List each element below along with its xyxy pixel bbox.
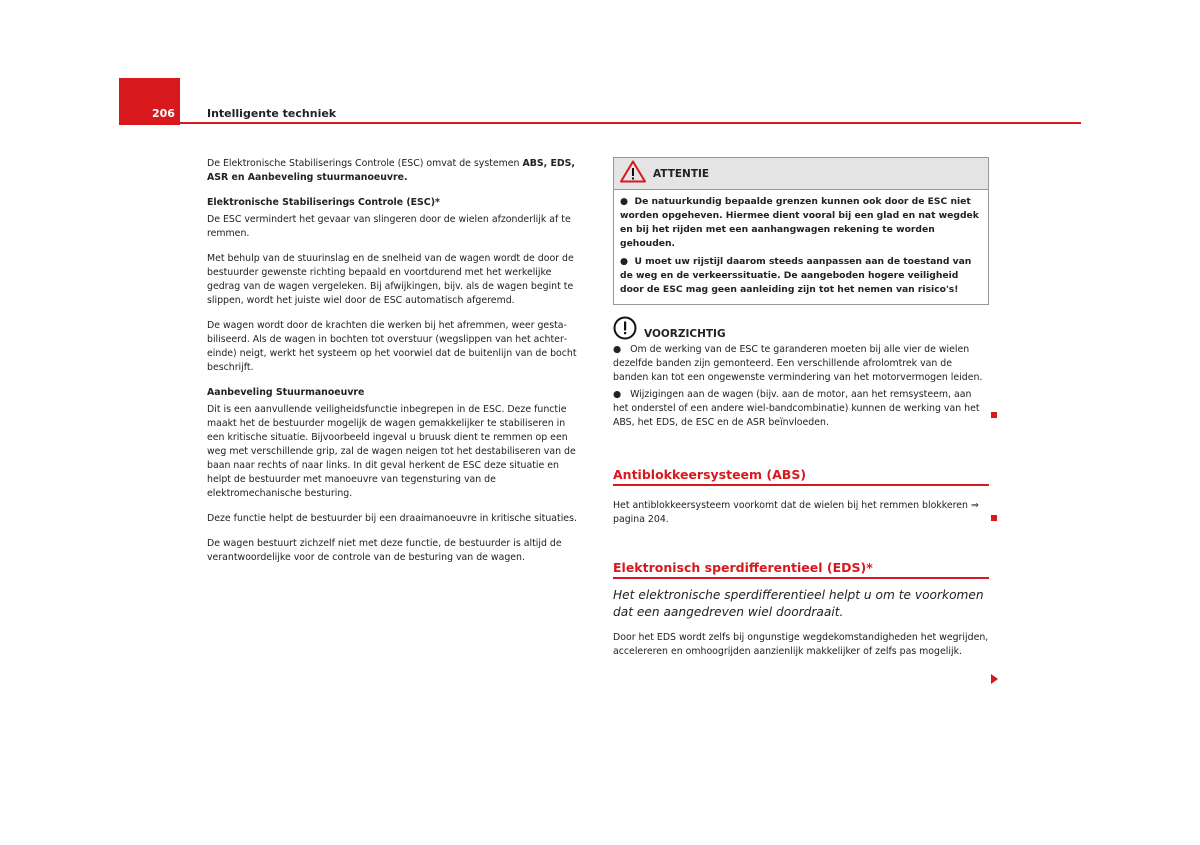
esc-heading: Elektronische Stabiliserings Controle (ESC)* (207, 197, 440, 208)
esc-paragraph-2: Met behulp van de stuurinslag en de snelheid van de wagen wordt de door de bestuurder gewenste richting bepaald en voortdurend met het werkelijke gedrag van de wagen vergeleken. Bij afwijkingen, bijv. als de wagen begint te slippen, wordt het juiste wiel door de ESC automatisch afgeremd. (207, 253, 574, 306)
attentie-header (614, 158, 988, 190)
eds-heading: Elektronisch sperdifferentieel (EDS)* (613, 561, 989, 579)
attentie-title: ATTENTIE (653, 167, 710, 180)
voorzichtig-item (613, 343, 989, 385)
exclamation-circle-icon (613, 316, 637, 345)
attentie-box (613, 157, 989, 305)
esc-paragraph-1: De ESC vermindert het gevaar van slingeren door de wielen afzonderlijk af te remmen. (207, 214, 571, 239)
attentie-body (614, 190, 988, 304)
page-number: 206 (119, 78, 180, 125)
voorzichtig-body (613, 343, 989, 430)
header-rule (180, 122, 1081, 124)
abs-heading: Antiblokkeersysteem (ABS) (613, 468, 989, 486)
steering-paragraph-3: De wagen bestuurt zichzelf niet met deze functie, de bestuurder is altijd de verantwoordelijke voor de controle van de besturing van de wagen. (207, 538, 562, 563)
intro-paragraph (207, 157, 582, 185)
attentie-item-text: De natuurkundig bepaalde grenzen kunnen ook door de ESC niet worden opgeheven. Hiermee dient vooral bij een glad en nat wegdek en bij het rijden met een aanhangwagen rekening te worden gehouden. (620, 196, 979, 249)
attentie-item (620, 195, 982, 251)
voorzichtig-item-text: Om de werking van de ESC te garanderen moeten bij alle vier de wielen dezelfde banden zijn gemonteerd. Een verschillende afrolomtrek van de banden kan tot een ongewenste vermindering van het motorvermogen leiden. (613, 344, 983, 383)
bullet-icon: ● (620, 256, 629, 267)
eds-intro: Het elektronische sperdifferentieel helpt u om te voorkomen dat een aangedreven wiel doordraait. (613, 588, 984, 619)
voorzichtig-item (613, 388, 989, 430)
attentie-item (620, 255, 982, 297)
voorzichtig-item-text: Wijzigingen aan de wagen (bijv. aan de motor, aan het remsysteem, aan het onderstel of een andere wiel-bandcombinatie) kunnen de werking van het ABS, het EDS, de ESC en de ASR beïnvloeden. (613, 389, 980, 428)
steering-heading: Aanbeveling Stuurmanoeuvre (207, 387, 365, 398)
intro-text: De Elektronische Stabiliserings Controle (ESC) omvat de systemen (207, 158, 523, 169)
chapter-title: Intelligente techniek (207, 107, 337, 120)
attentie-item-text: U moet uw rijstijl daarom steeds aanpassen aan de toestand van de weg en de verkeerssituatie. De aangeboden hogere veiligheid door de ESC mag geen aanleiding zijn tot het nemen van risico's! (620, 256, 972, 295)
steering-paragraph-2: Deze functie helpt de bestuurder bij een draaimanoeuvre in kritische situaties. (207, 513, 577, 524)
section-end-mark (991, 515, 997, 521)
continue-arrow-icon (991, 674, 998, 684)
bullet-icon: ● (620, 196, 629, 207)
bullet-icon: ● (613, 344, 622, 355)
bullet-icon: ● (613, 389, 622, 400)
voorzichtig-title: VOORZICHTIG (644, 328, 726, 340)
right-column (613, 157, 989, 659)
warning-triangle-icon (620, 160, 646, 188)
intro-systems: ABS, EDS, ASR en Aanbeveling stuurmanoeuvre. (207, 158, 575, 183)
esc-paragraph-3: De wagen wordt door de krachten die werken bij het afremmen, weer gestabiliseerd. Als de wagen in bochten tot overstuur (wegslippen van het achtereinde) neigt, werkt het systeem op het voorwiel dat de buitenlijn van de bocht beschrijft. (207, 320, 577, 373)
left-column (207, 157, 582, 576)
abs-paragraph: Het antiblokkeersysteem voorkomt dat de wielen bij het remmen blokkeren ⇒ pagina 204. (613, 500, 979, 525)
section-end-mark (991, 412, 997, 418)
voorzichtig-header (613, 317, 989, 343)
steering-paragraph-1: Dit is een aanvullende veiligheidsfunctie inbegrepen in de ESC. Deze functie maakt het de bestuurder mogelijk de wagen gemakkelijker te stabiliseren in een kritische situatie. Bijvoorbeeld ingeval u bruusk dient te remmen op een weg met verschillende grip, zal de wagen neigen tot het destabiliseren van de baan naar rechts of naar links. In dit geval herkent de ESC deze situatie en helpt de bestuurder met manoeuvre van tegensturing van de elektromechanische besturing. (207, 404, 576, 499)
eds-paragraph: Door het EDS wordt zelfs bij ongunstige wegdekomstandigheden het wegrijden, accelereren en omhoogrijden aanzienlijk makkelijker of zelfs pas mogelijk. (613, 632, 989, 657)
